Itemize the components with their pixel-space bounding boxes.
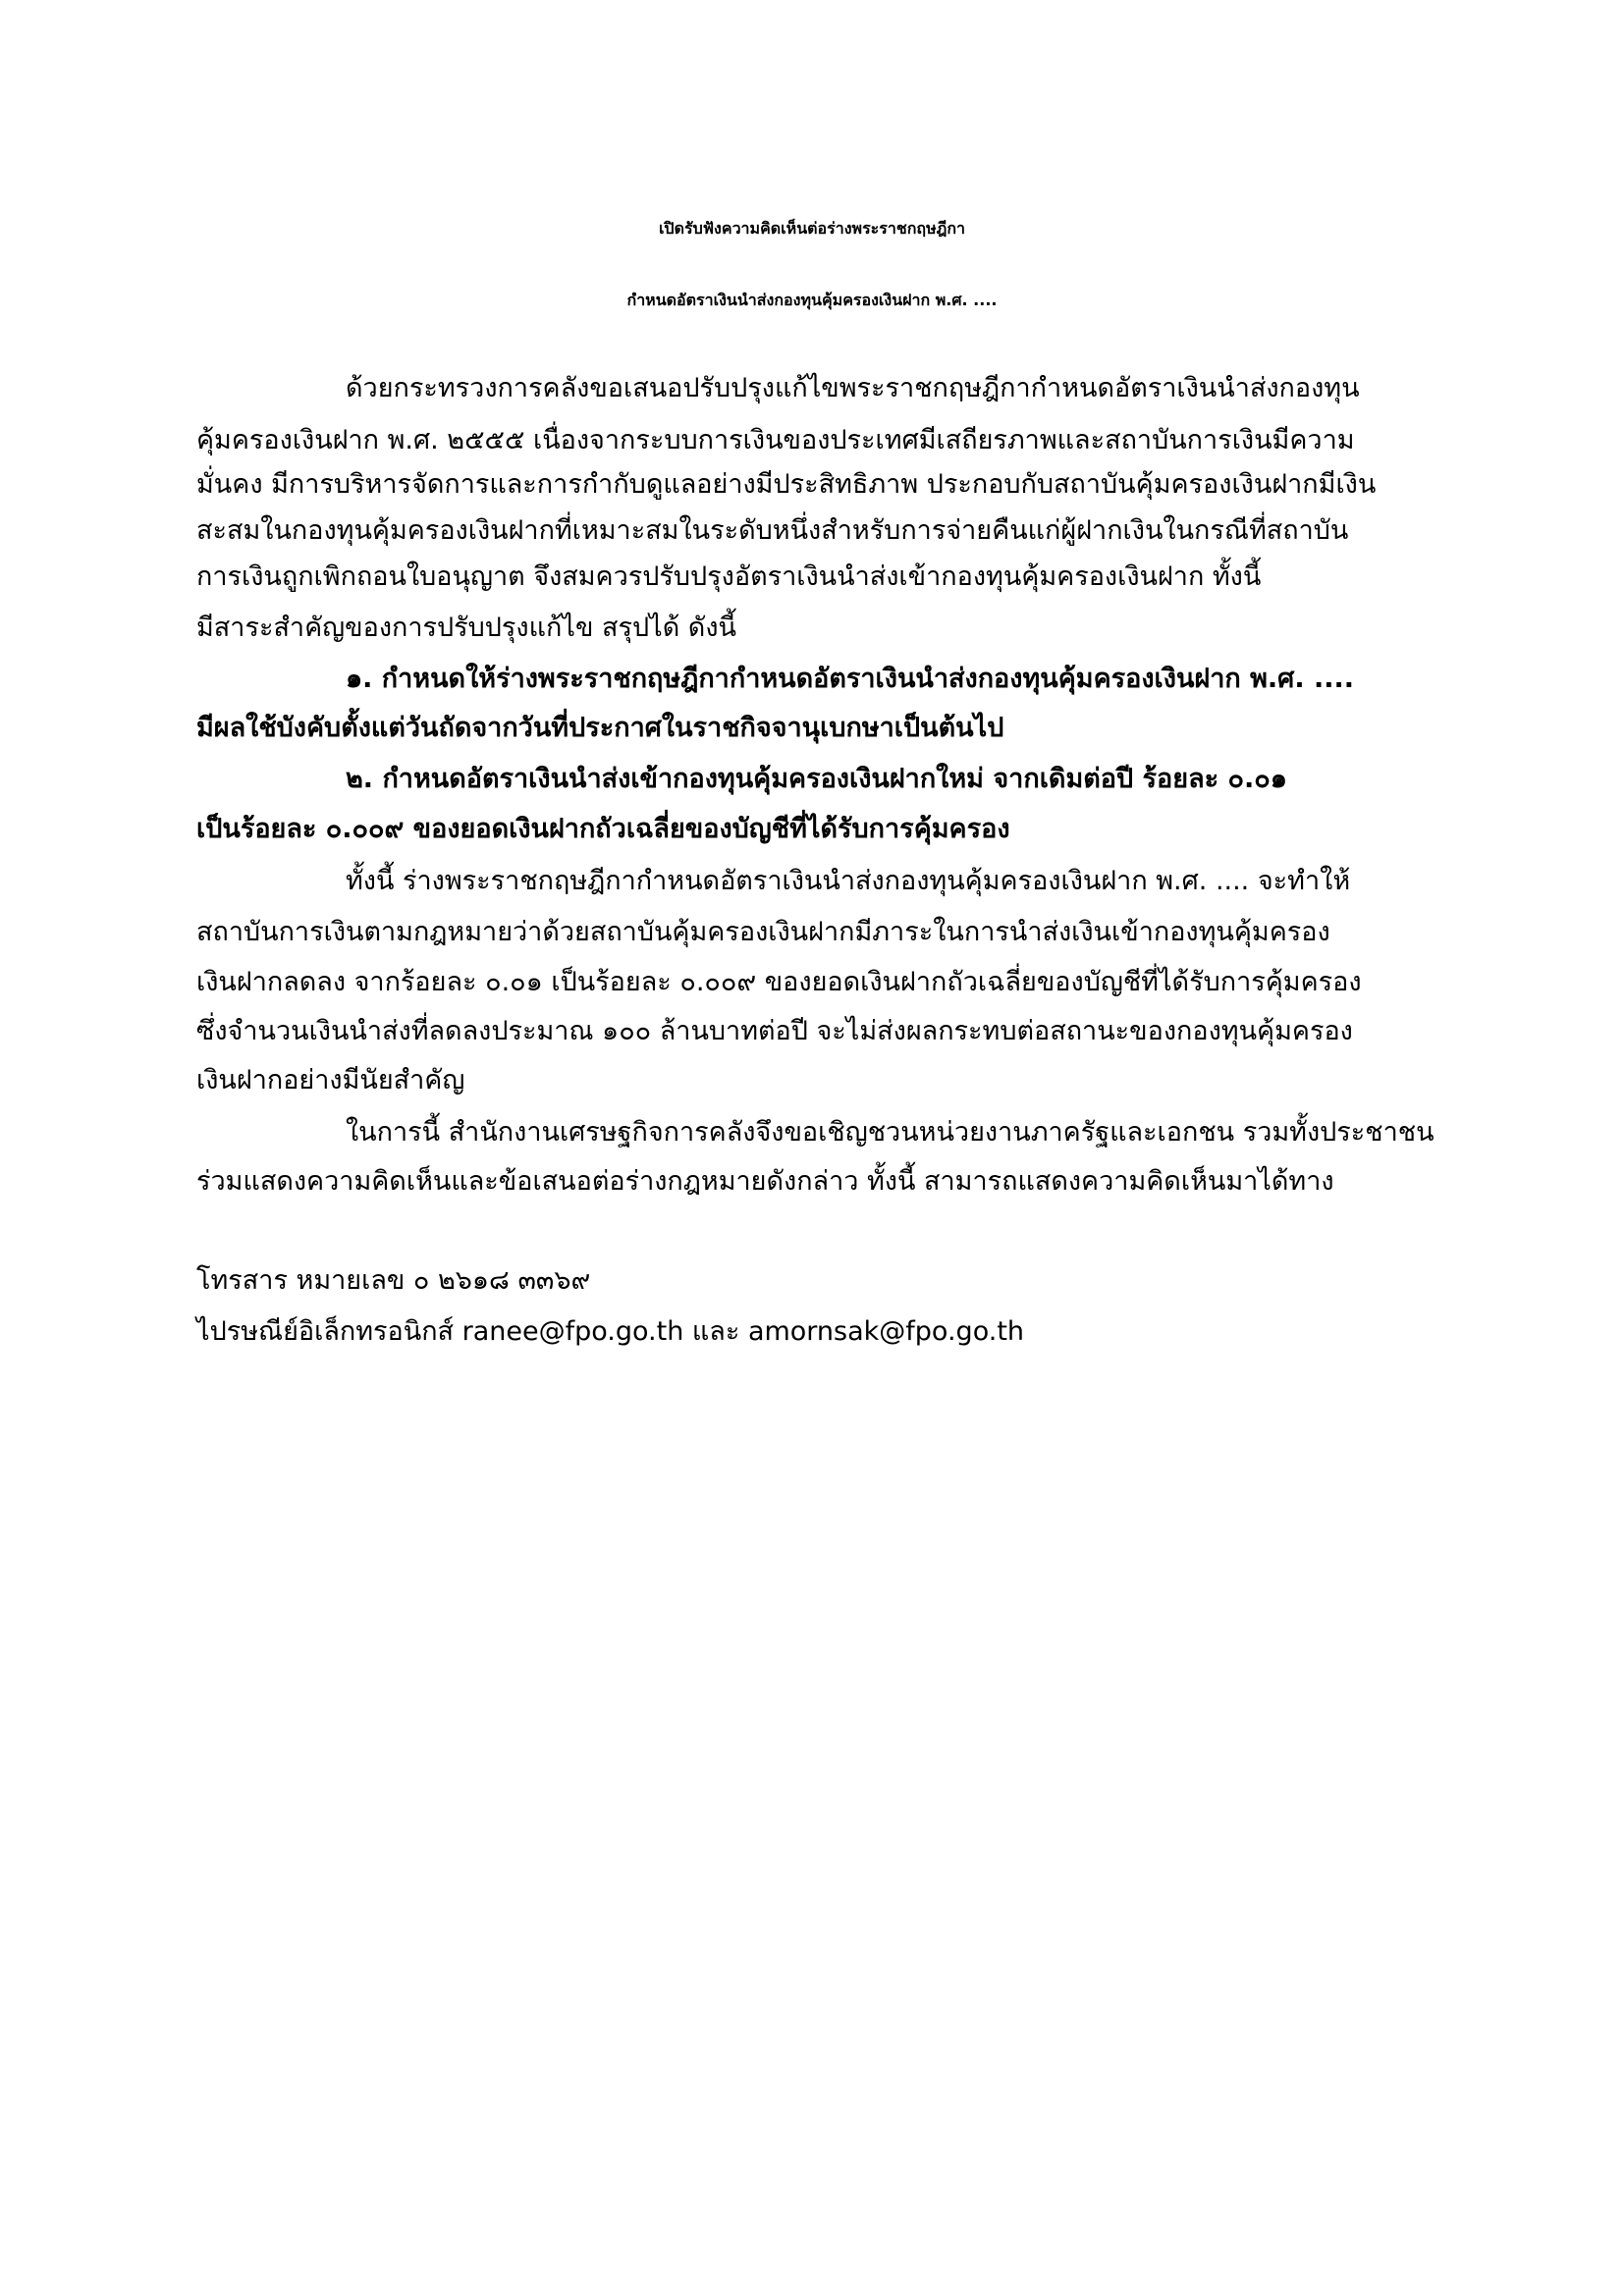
paragraph-line: สะสมในกองทุนคุ้มครองเงินฝากที่เหมาะสมในระดับหนึ่งสำหรับการจ่ายคืนแก่ผู้ฝากเงินในกรณีที่สถาบัน	[196, 515, 1349, 546]
paragraph-line: คุ้มครองเงินฝาก พ.ศ. ๒๕๕๕ เนื่องจากระบบการเงินของประเทศมีเสถียรภาพและสถาบันการเงินมีความ	[196, 425, 1355, 455]
paragraph-line: การเงินถูกเพิกถอนใบอนุญาต จึงสมควรปรับปรุงอัตราเงินนำส่งเข้ากองทุนคุ้มครองเงินฝาก ทั้งนี้	[196, 561, 1262, 592]
paragraph-line: เงินฝากลดลง จากร้อยละ ๐.๐๑ เป็นร้อยละ ๐.๐๐๙ ของยอดเงินฝากถัวเฉลี่ยของบัญชีที่ได้รับการคุ้มครอง	[196, 967, 1362, 997]
paragraph-line: มีสาระสำคัญของการปรับปรุงแก้ไข สรุปได้ ดังนี้	[196, 613, 736, 643]
point-line: ๒. กำหนดอัตราเงินนำส่งเข้ากองทุนคุ้มครองเงินฝากใหม่ จากเดิมต่อปี ร้อยละ ๐.๐๑	[346, 764, 1287, 794]
point-line: ๑. กำหนดให้ร่างพระราชกฤษฎีกากำหนดอัตราเงินนำส่งกองทุนคุ้มครองเงินฝาก พ.ศ. ....	[346, 664, 1355, 694]
point-line: เป็นร้อยละ ๐.๐๐๙ ของยอดเงินฝากถัวเฉลี่ยของบัญชีที่ได้รับการคุ้มครอง	[196, 814, 1010, 844]
fax-number: โทรสาร หมายเลข ๐ ๒๖๑๘ ๓๓๖๙	[196, 1265, 591, 1296]
paragraph-line: ในการนี้ สำนักงานเศรษฐกิจการคลังจึงขอเชิญชวนหน่วยงานภาครัฐและเอกชน รวมทั้งประชาชน	[346, 1117, 1435, 1148]
paragraph-line: ร่วมแสดงความคิดเห็นและข้อเสนอต่อร่างกฎหมายดังกล่าว ทั้งนี้ สามารถแสดงความคิดเห็นมาได้ทาง	[196, 1166, 1334, 1197]
email-address: ไปรษณีย์อิเล็กทรอนิกส์ ranee@fpo.go.th และ amornsak@fpo.go.th	[196, 1316, 1025, 1347]
document-title-line-1: เปิดรับฟังความคิดเห็นต่อร่างพระราชกฤษฎีกา	[658, 219, 966, 238]
paragraph-line: ด้วยกระทรวงการคลังขอเสนอปรับปรุงแก้ไขพระราชกฤษฎีกากำหนดอัตราเงินนำส่งกองทุน	[346, 373, 1360, 403]
paragraph-line: มั่นคง มีการบริหารจัดการและการกำกับดูแลอย่างมีประสิทธิภาพ ประกอบกับสถาบันคุ้มครองเงินฝากมีเงิน	[196, 469, 1377, 500]
paragraph-line: ทั้งนี้ ร่างพระราชกฤษฎีกากำหนดอัตราเงินนำส่งกองทุนคุ้มครองเงินฝาก พ.ศ. .... จะทำให้	[346, 866, 1351, 896]
document-title-line-2: กำหนดอัตราเงินนำส่งกองทุนคุ้มครองเงินฝาก พ.ศ. ....	[626, 291, 998, 309]
point-line: มีผลใช้บังคับตั้งแต่วันถัดจากวันที่ประกาศในราชกิจจานุเบกษาเป็นต้นไป	[196, 713, 1004, 743]
paragraph-line: ซึ่งจำนวนเงินนำส่งที่ลดลงประมาณ ๑๐๐ ล้านบาทต่อปี จะไม่ส่งผลกระทบต่อสถานะของกองทุนคุ้มครอง	[196, 1016, 1353, 1046]
paragraph-line: สถาบันการเงินตามกฎหมายว่าด้วยสถาบันคุ้มครองเงินฝากมีภาระในการนำส่งเงินเข้ากองทุนคุ้มครอง	[196, 917, 1330, 947]
paragraph-line: เงินฝากอย่างมีนัยสำคัญ	[196, 1065, 465, 1095]
